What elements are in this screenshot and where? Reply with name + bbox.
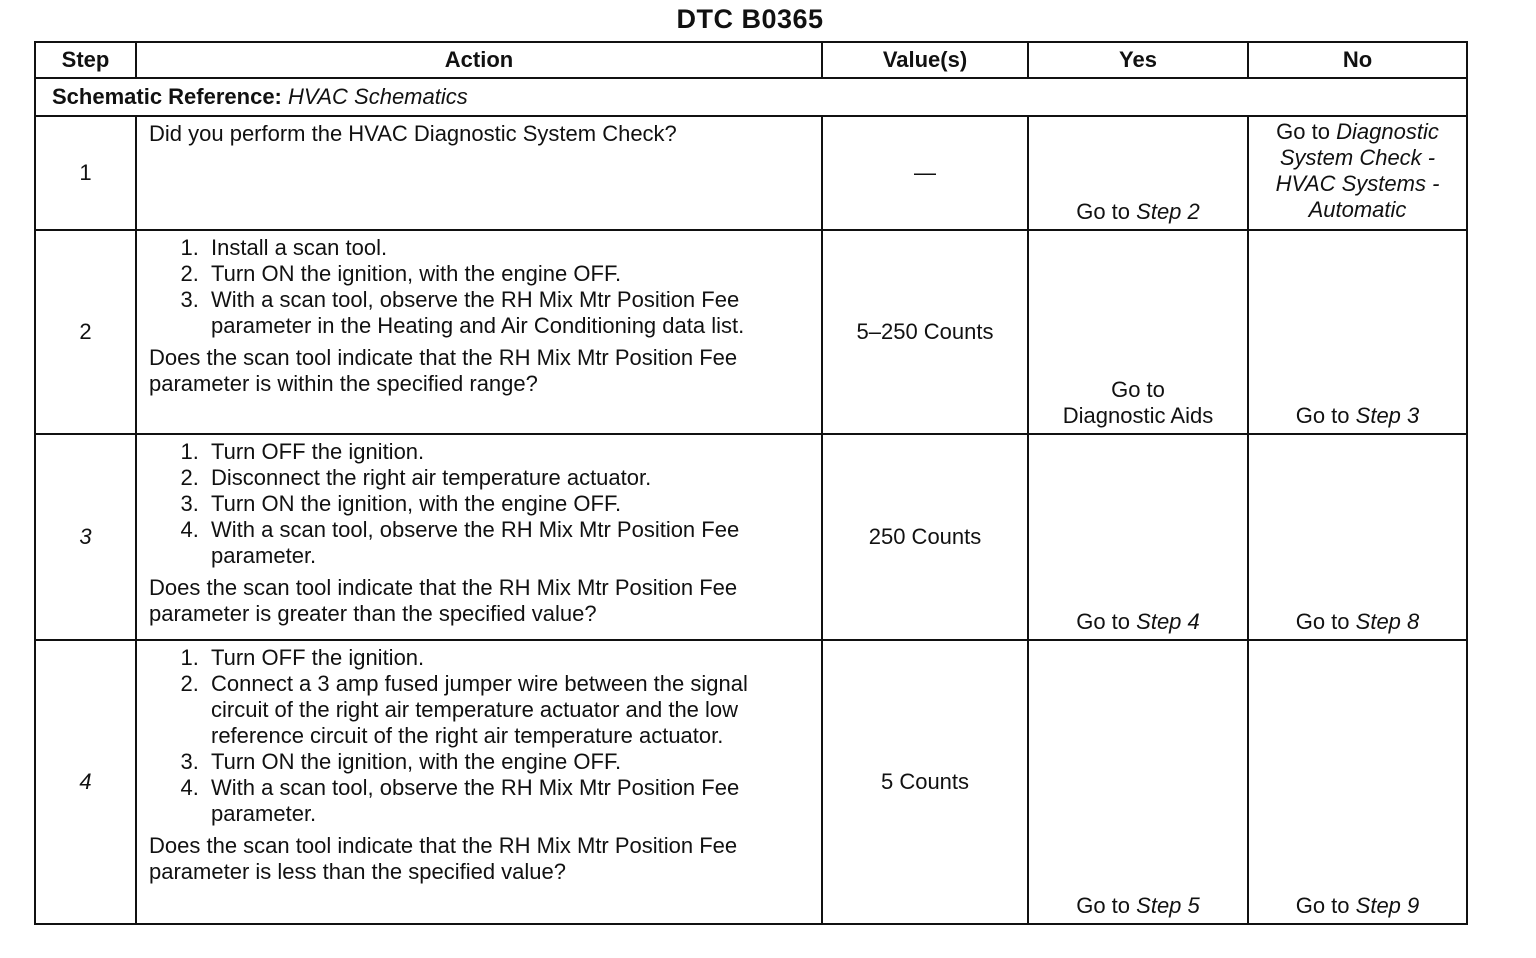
action-item: 4. With a scan tool, observe the RH Mix Mtr Position Fee parameter. bbox=[205, 517, 811, 569]
action-item: 2. Turn ON the ignition, with the engine OFF. bbox=[205, 261, 811, 287]
yes-prefix: Go to bbox=[1076, 199, 1131, 224]
no-cell bbox=[1248, 640, 1467, 924]
no-link[interactable]: Step 9 bbox=[1355, 893, 1420, 918]
yes-link[interactable]: Diagnostic Aids bbox=[1062, 403, 1214, 428]
no-prefix: Go to bbox=[1276, 119, 1330, 144]
table-row bbox=[35, 434, 1467, 640]
no-cell bbox=[1248, 116, 1467, 230]
no-link-part[interactable]: System Check - bbox=[1279, 145, 1436, 170]
step-number: 2 bbox=[35, 230, 136, 434]
step-number: 3 bbox=[35, 434, 136, 640]
yes-cell bbox=[1028, 116, 1248, 230]
value-cell: 250 Counts bbox=[822, 434, 1028, 640]
action-item: 3. With a scan tool, observe the RH Mix Mtr Position Fee parameter in the Heating and Air Conditioning data list. bbox=[205, 287, 811, 339]
page-title: DTC B0365 bbox=[676, 4, 824, 34]
yes-cell bbox=[1028, 434, 1248, 640]
no-link[interactable]: Step 3 bbox=[1355, 403, 1420, 428]
action-item: 2. Disconnect the right air temperature actuator. bbox=[205, 465, 811, 491]
no-cell bbox=[1248, 230, 1467, 434]
table-row bbox=[35, 640, 1467, 924]
no-link-part[interactable]: Diagnostic bbox=[1336, 119, 1439, 144]
action-question: Does the scan tool indicate that the RH Mix Mtr Position Fee parameter is within the specified range? bbox=[149, 345, 738, 396]
action-item: 4. With a scan tool, observe the RH Mix Mtr Position Fee parameter. bbox=[205, 775, 811, 827]
diagnostic-table bbox=[34, 41, 1468, 925]
header-yes: Yes bbox=[1028, 42, 1248, 78]
value-cell: — bbox=[822, 116, 1028, 230]
action-cell bbox=[136, 434, 822, 640]
action-item: 3. Turn ON the ignition, with the engine OFF. bbox=[205, 491, 811, 517]
action-item: 2. Connect a 3 amp fused jumper wire between the signal circuit of the right air temperature actuator and the low reference circuit of the right air temperature actuator. bbox=[205, 671, 811, 749]
action-question: Does the scan tool indicate that the RH Mix Mtr Position Fee parameter is greater than the specified value? bbox=[149, 575, 738, 626]
table-row bbox=[35, 230, 1467, 434]
action-item: 1. Turn OFF the ignition. bbox=[205, 645, 811, 671]
action-list bbox=[149, 439, 811, 569]
value-cell: 5 Counts bbox=[822, 640, 1028, 924]
yes-prefix: Go to bbox=[1076, 609, 1131, 634]
yes-link[interactable]: Step 2 bbox=[1136, 199, 1200, 224]
action-question: Did you perform the HVAC Diagnostic System Check? bbox=[149, 121, 677, 146]
yes-prefix: Go to bbox=[1076, 893, 1131, 918]
action-cell bbox=[136, 230, 822, 434]
schematic-link[interactable]: HVAC Schematics bbox=[288, 84, 468, 109]
action-question: Does the scan tool indicate that the RH Mix Mtr Position Fee parameter is less than the specified value? bbox=[149, 833, 738, 884]
header-step: Step bbox=[35, 42, 136, 78]
no-prefix: Go to bbox=[1295, 403, 1350, 428]
header-values: Value(s) bbox=[822, 42, 1028, 78]
no-link[interactable]: Step 8 bbox=[1355, 609, 1420, 634]
no-cell bbox=[1248, 434, 1467, 640]
no-prefix: Go to bbox=[1295, 893, 1350, 918]
yes-prefix: Go to bbox=[1111, 377, 1165, 402]
action-cell bbox=[136, 640, 822, 924]
step-number: 1 bbox=[35, 116, 136, 230]
no-link-part[interactable]: Automatic bbox=[1308, 197, 1407, 222]
action-list bbox=[149, 235, 811, 339]
action-item: 1. Install a scan tool. bbox=[205, 235, 811, 261]
header-no: No bbox=[1248, 42, 1467, 78]
action-list bbox=[149, 645, 811, 827]
step-number: 4 bbox=[35, 640, 136, 924]
schematic-label: Schematic Reference: bbox=[52, 84, 282, 109]
header-action: Action bbox=[136, 42, 822, 78]
schematic-reference bbox=[35, 78, 1467, 116]
yes-cell bbox=[1028, 230, 1248, 434]
action-cell bbox=[136, 116, 822, 230]
yes-cell bbox=[1028, 640, 1248, 924]
no-prefix: Go to bbox=[1295, 609, 1350, 634]
no-link-part[interactable]: HVAC Systems - bbox=[1275, 171, 1440, 196]
header-row bbox=[35, 42, 1467, 78]
yes-link[interactable]: Step 4 bbox=[1136, 609, 1200, 634]
action-item: 3. Turn ON the ignition, with the engine OFF. bbox=[205, 749, 811, 775]
value-cell: 5–250 Counts bbox=[822, 230, 1028, 434]
action-item: 1. Turn OFF the ignition. bbox=[205, 439, 811, 465]
schematic-row bbox=[35, 78, 1467, 116]
yes-link[interactable]: Step 5 bbox=[1136, 893, 1200, 918]
table-row bbox=[35, 116, 1467, 230]
